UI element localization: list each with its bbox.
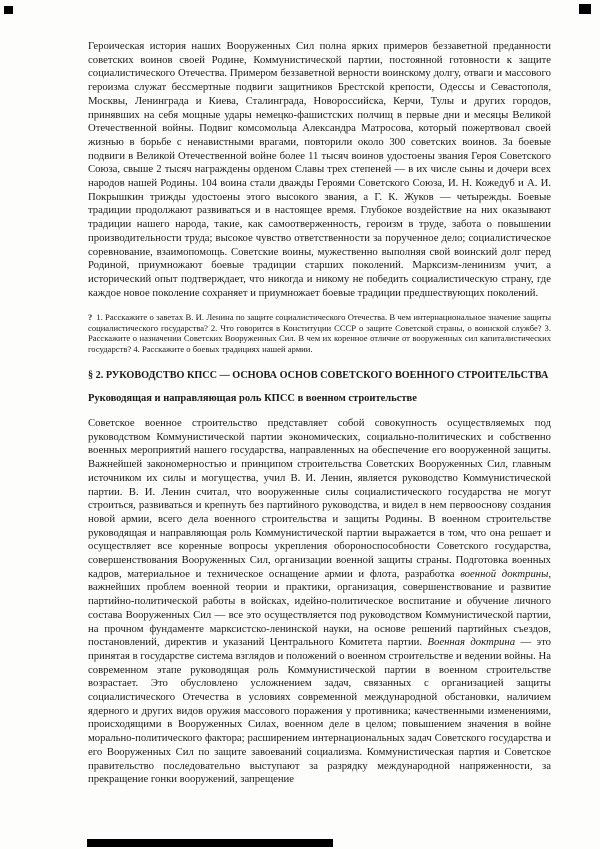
paragraph2-segment-2: важнейших проблем военной теории и практики, организация, совершенствование и развитие партийно-политической работы в войсках, идейно-политическое воспитание и обучение личного состава Вооруженных Сил — все это осуществляется под руководством Коммунистической партии, на прочном фундаменте марксистско-ленинской науки, на основе решений партийных съездов, постановлений, директив и указаний Центрального Комитета партии. bbox=[88, 581, 551, 649]
paragraph2-segment-0: Советское военное строительство представляет собой совокупность осуществляемых под руководством Коммунистической партии экономических, социально-политических и собственно военных мероприятий нашего государства, направленных на обеспечение его вооруженной защиты. Важнейшей закономерностью и принципом строительства Советских Вооруженных Сил, главным источником их силы и могущества, учил В. И. Ленин, является руководство Коммунистической партии. В. И. Ленин считал, что вооруженные силы социалистического государства не могут строиться, развиваться и крепнуть без партийного руководства, и видел в нем первооснову создания новой армии, всего дела военного строительства и защиты Родины. В военном строительстве руководящая и направляющая роль Коммунистической партии выражается в том, что она решает и осуществляет все коренные вопросы укрепления обороноспособности Советского государства, совершенствования Вооруженных Сил, организации военной защиты страны. Подготовка военных кадров, материальное и техническое оснащение армии и флота, разработка bbox=[88, 416, 551, 580]
subsection-heading: Руководящая и направляющая роль КПСС в военном строительстве bbox=[88, 393, 417, 405]
paragraph2-segment-4: — это принятая в государстве система взглядов и положений о военном строительстве и ведении войны. На современном этапе руководящая роль Коммунистической партии в военном строительстве возрастает. Это обусловлено усложнением задач, связанных с организацией защиты социалистического Отечества в условиях современной международной обстановки, наличием ядерного и других видов оружия массового поражения у противника; качественными изменениями, происходящими в Вооруженных Силах, военном деле в целом; повышением значения в войне морально-политического фактора; расширением интернациональных задач Советского государства и его Вооруженных Сил по защите завоеваний социализма. Коммунистическая партия и Советское правительство последовательно выступают за разрядку международной напряженности, за прекращение гонки вооружений, запрещение bbox=[88, 636, 551, 786]
section-heading: § 2. РУКОВОДСТВО КПСС — ОСНОВА ОСНОВ СОВЕТСКОГО ВОЕННОГО СТРОИТЕЛЬСТВА bbox=[88, 369, 549, 381]
main-paragraph bbox=[88, 417, 551, 787]
questions-block bbox=[88, 312, 551, 354]
question-marker: ? bbox=[88, 312, 93, 323]
page-content bbox=[88, 40, 551, 787]
body-paragraph: Героическая история наших Вооруженных Сил полна ярких примеров беззаветной преданности советских воинов своей Родине, Коммунистической партии, постоянной готовности к защите социалистического Отечества. Примером беззаветной верности воинскому долгу, отваги и массового героизма служат бессмертные подвиги защитников Брестской крепости, Одессы и Севастополя, Москвы, Ленинграда и Киева, Сталинграда, Новороссийска, Керчи, Тулы и других городов, принявших на себя мощные удары немецко-фашистских полчищ в первые дни и месяцы Великой Отечественной войны. Подвиг комсомольца Александра Матросова, который пожертвовал своей жизнью в борьбе с ненавистными врагами, повторили около 300 советских воинов. За боевые подвиги в Великой Отечественной войне более 11 тысяч воинов удостоены звания Героя Советского Союза, свыше 2 тысяч награждены орденом Славы трех степеней — в их числе сыны и дочери всех народов нашей Родины. 104 воина стали дважды Героями Советского Союза, И. Н. Кожедуб и А. И. Покрышкин трижды удостоены этого высокого звания, а Г. К. Жуков — четырежды. Боевые традиции продолжают развиваться и в настоящее время. Глубокое воздействие на них оказывают традиции нашего народа, такие, как самоотверженность, героизм в труде, забота о повышении производительности труда; высокое чувство ответственности за порученное дело; социалистическое соревнование, взаимопомощь. Советские воины, мужественно выполняя свой воинский долг перед Родиной, приумножают боевые традиции старших поколений. Марксизм-ленинизм учит, а исторический опыт подтверждает, что никогда и никому не победить социалистическую страну, где каждое новое поколение сохраняет и приумножает боевые традиции предшествующих поколений. bbox=[88, 40, 551, 299]
scan-artifact-top-right bbox=[579, 4, 591, 14]
paragraph2-emphasis-military-doctrine: военной доктрины, bbox=[460, 567, 552, 580]
scan-artifact-top-left bbox=[4, 6, 13, 14]
paragraph2-emphasis-doctrine-definition: Военная доктрина bbox=[427, 636, 516, 649]
questions-text: 1. Расскажите о заветах В. И. Ленина по защите социалистического Отечества. В чем интернациональное значение защиты социалистического государства? 2. Что говорится в Конституции СССР о защите Советской страны, о воинской службе? 3. Расскажите о назначении Советских Вооруженных Сил. В чем их коренное отличие от вооруженных сил капиталистических государств? 4. Расскажите о боевых традициях нашей армии. bbox=[88, 312, 551, 354]
scan-artifact-bottom-bar bbox=[87, 839, 333, 847]
